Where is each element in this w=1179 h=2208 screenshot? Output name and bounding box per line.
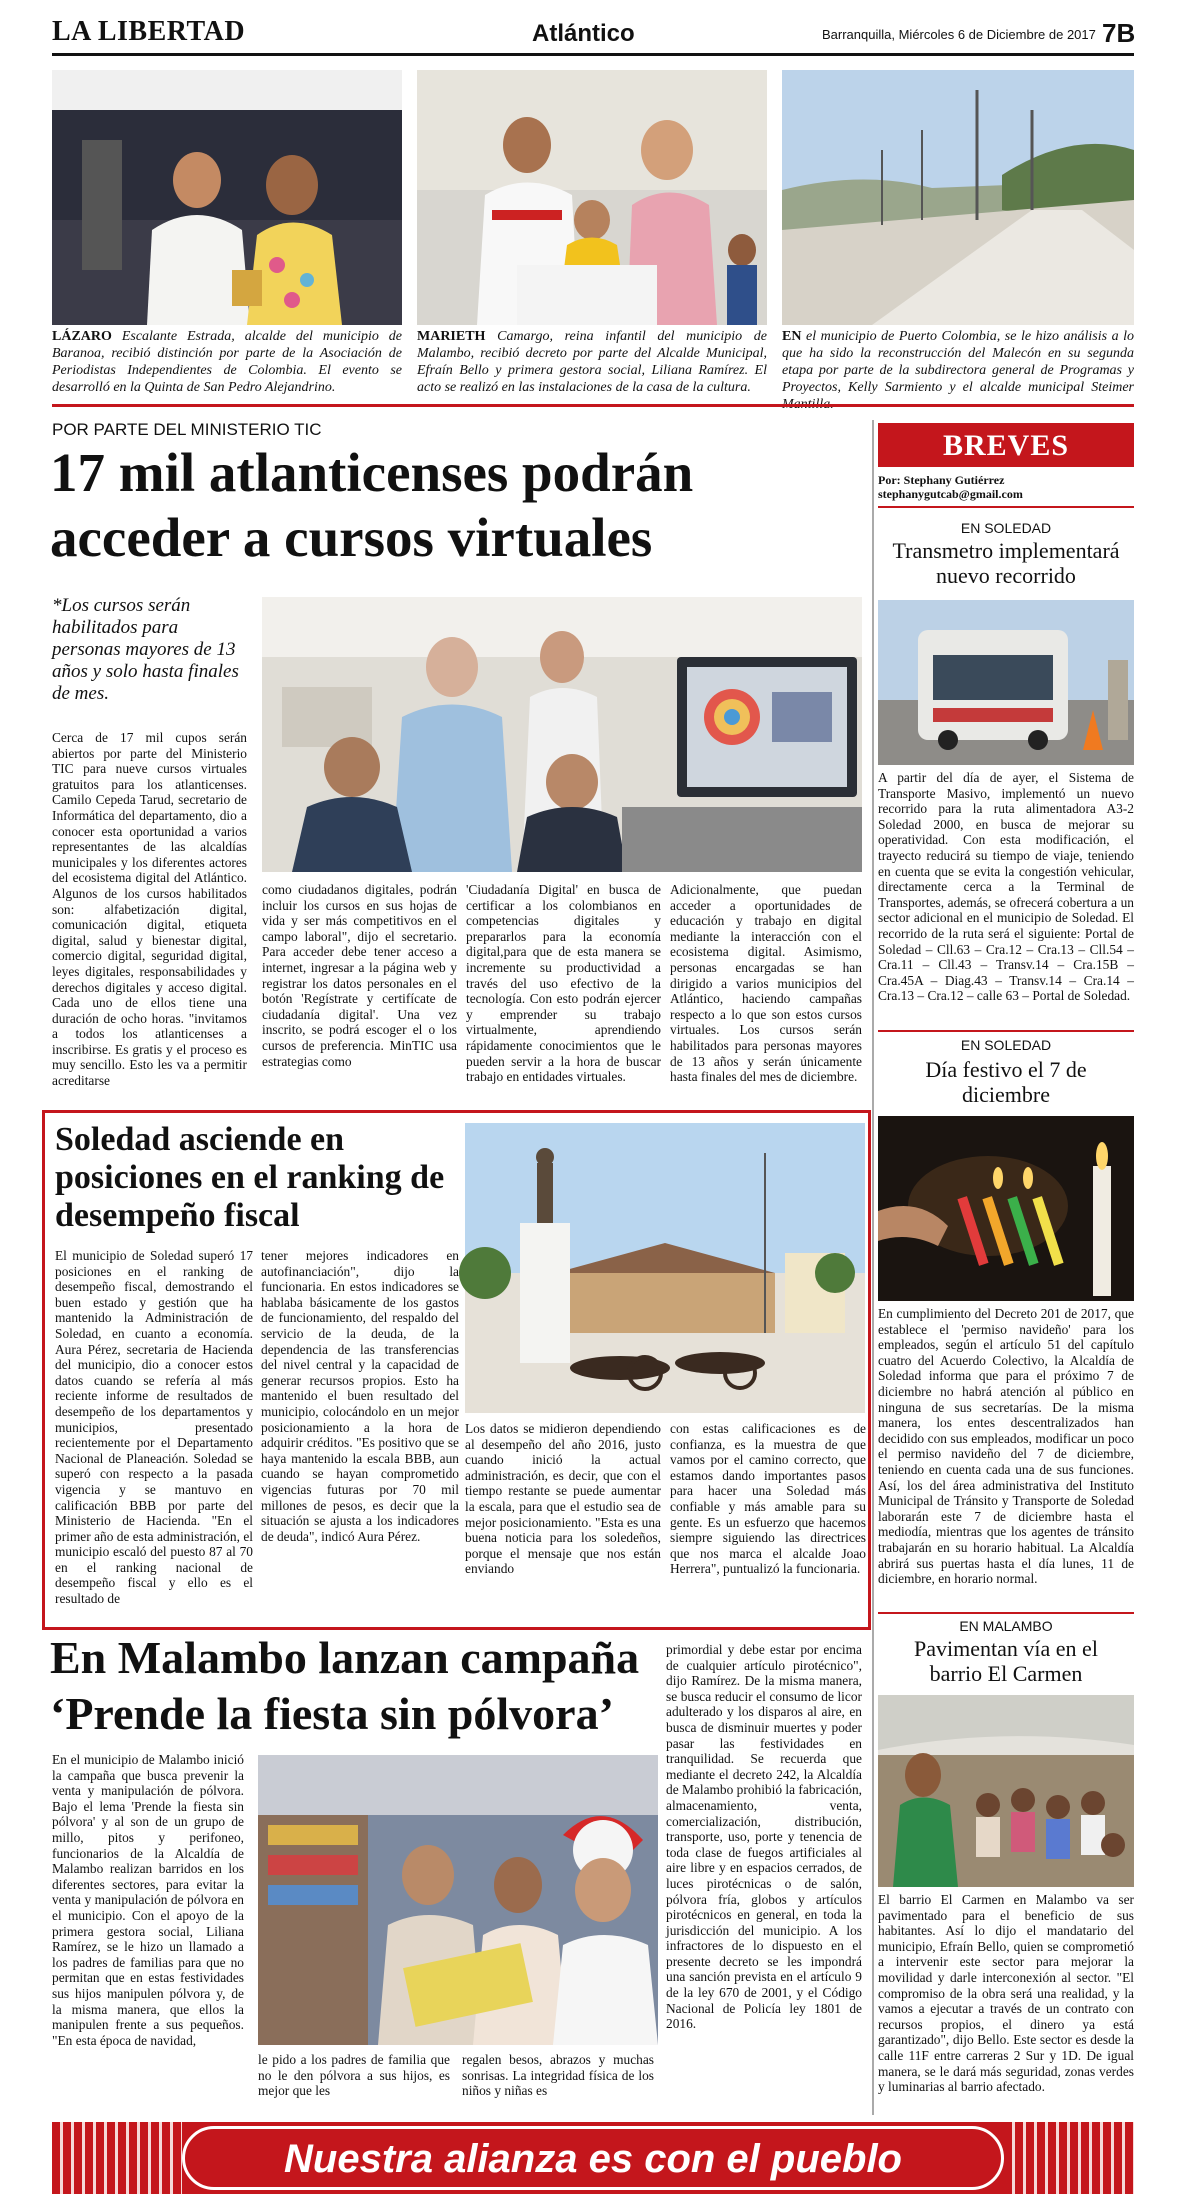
breve-3-text: El barrio El Carmen en Malambo va ser pavimentado para el beneficio de sus habitantes. Así lo dijo el mandatario del municipio, Efraín Bello, quien se comprometió a intervenir este sector para mejorar la movilidad y darle interconexión al sector. "El compromiso de la obra será una realidad, y la vamos a ejecutar a través de un contrato con recursos propios, el dinero ya está garantizado", dijo Bello. Este sector es desde la calle 11F entre carreras 2 Sur y 1D. De igual manera, se le dará más seguridad, zonas verdes y luminarias al barrio afectado.	[878, 1892, 1134, 2095]
caption-malecon	[782, 328, 1134, 396]
main-headline-line1: 17 mil atlanticenses podrán	[50, 442, 694, 503]
breves-title: BREVES	[942, 429, 1070, 462]
breve-2-photo	[878, 1116, 1134, 1301]
breve-3-photo	[878, 1695, 1134, 1887]
breve-3-kicker: EN MALAMBO	[959, 1618, 1053, 1634]
divider	[878, 1030, 1134, 1032]
photo-lazaro	[52, 70, 402, 325]
footer-stripes-right	[1004, 2122, 1134, 2194]
soledad-photo	[465, 1123, 865, 1413]
page-number: 7B	[1102, 18, 1136, 48]
breve-3-headline: Pavimentan vía en el barrio El Carmen	[914, 1636, 1098, 1686]
breves-email: stephanygutcab@gmail.com	[878, 487, 1023, 501]
section-name: Atlántico	[532, 20, 635, 47]
footer-slogan-pill	[182, 2126, 1004, 2190]
breve-1-kicker: EN SOLEDAD	[960, 520, 1052, 536]
malambo-col3: regalen besos, abrazos y muchas sonrisas. La integridad física de los niños y niñas es	[462, 2052, 654, 2099]
breve-1-headline: Transmetro implementará nuevo recorrido	[892, 538, 1120, 588]
breve-2-text: En cumplimiento del Decreto 201 de 2017, que establece el 'permiso navideño' para los empleados, según el artículo 51 del capítulo cuatro del Acuerdo Colectivo, la Alcaldía de Soledad informa que para el próximo 7 de diciembre no habrá atención al público en ninguna de sus secretarías. De la misma manera, los entes descentralizados han decidido con sus empleados, modificar un poco el permiso navideño del 7 de diciembre, teniendo en cuenta cada una de sus funciones. Así, los del área administrativa del Instituto Municipal de Tránsito y Transporte de Soledad laborarán este 7 de diciembre hasta el mediodía, mientras que los agentes de tránsito trabajarán en su horario habitual. La Alcaldía abrirá sus puertas hasta el día lunes, 11 de diciembre, en horario normal.	[878, 1306, 1134, 1587]
breves-header	[878, 423, 1134, 467]
breves-rule-left	[872, 420, 874, 2115]
footer-stripes-left	[52, 2122, 182, 2194]
caption-lazaro	[52, 328, 402, 396]
divider	[878, 1612, 1134, 1614]
caption-mariet	[417, 328, 767, 396]
breves-byline: Por: Stephany Gutiérrez	[878, 473, 1005, 487]
caption-lead: LÁZARO	[52, 329, 112, 344]
breve-1-photo	[878, 600, 1134, 765]
malambo-col4: primordial y debe estar por encima de cualquier artículo pirotécnico", dijo Ramírez. De la misma manera, se busca reducir el consumo de licor adulterado y los disparos al aire, en busca de disminuir muertes y poder pasar las festividades en tranquilidad. Se recuerda que mediante el decreto 242, la Alcaldía de Malambo prohibió la fabricación, almacenamiento, venta, comercialización, distribución, transporte, uso, porte y tenencia de toda clase de fuegos artificiales al aire libre y en espacios cerrados, de luces pirotécnicas o de salón, pólvora fría, globos y artículos pirotécnicos en general, en toda la jurisdicción del municipio. A los infractores de lo dispuesto en el presente decreto se les impondrá una sanción prevista en el artículo 9 de la ley 670 de 2001, y el Código Nacional de Policía ley 1801 de 2016.	[666, 1642, 862, 2032]
main-col2: como ciudadanos digitales, podrán incluir los cursos en sus hojas de vida y ser más competitivos en el campo laboral", dijo el secretario. Para acceder debe tener acceso a internet, ingresar a la página web y registrar los datos personales en el botón 'Regístrate y certifícate de ciudadanía digital'. Una vez inscrito, se podrá escoger el o los cursos de preferencia. MinTIC usa estrategias como	[262, 882, 457, 1069]
malambo-headline-line2: ‘Prende la fiesta sin pólvora’	[50, 1688, 614, 1739]
divider	[52, 404, 1134, 407]
soledad-headline: Soledad asciende en posiciones en el ranking de desempeño fiscal	[55, 1121, 445, 1234]
photo-malecon	[782, 70, 1134, 325]
main-col3: 'Ciudadanía Digital' en busca de certificar a los colombianos en competencias digitales y prepararlos para la economía digital,para que de esta manera se incremente su productividad a través del uso efectivo de la tecnología. Con esto podrán ejercer y emprender su trabajo virtualmente, aprendiendo rápidamente conocimientos que le pueden servir a la hora de buscar trabajo en entidades virtuales.	[466, 882, 661, 1085]
malambo-headline-line1: En Malambo lanzan campaña	[50, 1632, 640, 1683]
soledad-col4: con estas calificaciones es de confianza, es la muestra de que vamos por el camino correcto, que estamos dando importantes pasos para hacer una Soledad más confiable y más amable para su gente. Es un esfuerzo que hacemos siempre siguiendo las directrices que nos marca el alcalde Joao Herrera", puntualizó la funcionaria.	[670, 1421, 866, 1577]
caption-lead: MARIETH	[417, 329, 486, 344]
main-col4: Adicionalmente, que puedan acceder a oportunidades de educación y trabajo en digital mediante la interacción con el ecosistema digital. Asimismo, personas encargadas se han dirigido a varios municipios del Atlántico, haciendo campañas respecto a lo que son estos cursos virtuales. Los cursos serán habilitados para personas mayores de 13 años y serán únicamente hasta finales del mes de diciembre.	[670, 882, 862, 1085]
main-kicker: POR PARTE DEL MINISTERIO TIC	[52, 420, 322, 439]
malambo-col1: En el municipio de Malambo inició la campaña que busca prevenir la venta y manipulación de pólvora. Bajo el lema 'Prende la fiesta sin pólvora' y al son de un grupo de millo, pitos y perifoneo, funcionarios de la Alcaldía de Malambo realizan barridos en los diferentes sectores, para evitar la venta y manipulación de pólvora en el municipio. Con el apoyo de la primera gestora social, Liliana Ramírez, se le hizo un llamado a los padres de familias para que no permitan que en estas festividades sus hijos manipulen pólvora y, de la misma manera, que ellos la manipulen frente a sus pequeños. "En esta época de navidad,	[52, 1752, 244, 2048]
soledad-box	[42, 1110, 871, 1630]
main-deck: *Los cursos serán habilitados para personas mayores de 13 años y solo hasta finales de mes.	[52, 595, 239, 704]
soledad-col2: tener mejores indicadores en autofinanciación", dijo la funcionaria. En estos indicadores se hablaba básicamente de los gastos de funcionamiento, del respaldo del servicio de la deuda, de la dependencia de las transferencias del nivel central y la capacidad de generar recursos propios. Esto ha mantenido el buen resultado del municipio, colocándolo en un mejor posicionamiento a la hora de adquirir créditos. "Es positivo que se haya mantenido la escala BBB, aun cuando se hayan comprometido vigencias futuras por 70 mil millones de pesos, es decir que la situación se ajusta a los indicadores de deuda", indicó Aura Pérez.	[261, 1248, 459, 1544]
soledad-col3: Los datos se midieron dependiendo al desempeño del año 2016, justo cuando inició la actual administración, es decir, que con el tiempo restante se puede aumentar la escala, para que el estudio sea de mejor posicionamiento. "Esta es una buena noticia para los soledeños, porque el mensaje que nos están enviando	[465, 1421, 661, 1577]
breve-2-kicker: EN SOLEDAD	[960, 1037, 1052, 1053]
photo-mariet	[417, 70, 767, 325]
issue-date: Barranquilla, Miércoles 6 de Diciembre de 2017	[822, 27, 1096, 42]
caption-text: Escalante Estrada, alcalde del municipio de Baranoa, recibió distinción por parte de la Asociación de Periodistas Independientes de Colombia. El evento se desarrolló en la Quinta de San Pedro Alejandrino.	[52, 329, 402, 395]
divider	[878, 506, 1134, 508]
malambo-col2: le pido a los padres de familia que no le den pólvora a sus hijos, es mejor que les	[258, 2052, 450, 2099]
paper-name: LA LIBERTAD	[52, 16, 246, 47]
footer-banner	[52, 2122, 1134, 2194]
main-col1: Cerca de 17 mil cupos serán abiertos por parte del Ministerio TIC para nueve cursos virtuales gratuitos para los atlanticenses. Camilo Cepeda Tarud, secretario de Informática del departamento, dio a conocer esta oportunidad a varios representantes de las alcaldías municipales y los diferentes actores del ecosistema digital del Atlántico. Algunos de los cursos habilitados son: alfabetización digital, comunicación digital, etiqueta digital, salud y bienestar digital, comercio digital, seguridad digital, leyes digitales, responsabilidades y derechos digitales y acceso digital. Cada uno de ellos tiene una duración de ocho horas. "invitamos a todos los atlanticenses a inscribirse. Es gratis y el proceso es muy sencillo. Esto les va a permitir acreditarse	[52, 730, 247, 1089]
caption-text: el municipio de Puerto Colombia, se le hizo análisis a lo que ha sido la reconstrucción del Malecón en su segunda etapa por parte de la subdirectora general de Programas y Proyectos, Kelly Sarmiento y el alcalde municipal Steimer	[782, 329, 1134, 395]
breve-2-headline: Día festivo el 7 de diciembre	[925, 1057, 1087, 1107]
caption-lead: EN	[782, 329, 802, 344]
breve-1-text: A partir del día de ayer, el Sistema de Transporte Masivo, implementó un nuevo recorrido para la ruta alimentadora A3-2 Soledad 2000, en busca de mejorar su operatividad. Con esta modificación, el trayecto reducirá su tiempo de viaje, teniendo en cuenta que se evita la congestión vehicular, directamente cerca a la Terminal de Transportes, además, se ofrecerá cobertura a un sector adicional en el municipio de Soledad. El recorrido de la ruta será el siguiente: Portal de Soledad – Cll.63 – Cra.12 – Cra.13 – Cll.54 – Cra.11 – Cll.43 – Transv.14 – Cra.15B – Cra.45A – Diag.43 – Transv.14 – Cra.14 – Cra.13 – Cra.12 – calle 63 – Portal de Soledad.	[878, 770, 1134, 1004]
caption-text: Camargo, reina infantil del municipio de Malambo, recibió decreto por parte del Alcalde Municipal, Efraín Bello y primera gestora social, Liliana Ramírez. El acto se realizó en las instalaciones de la casa de la cultura.	[417, 329, 768, 395]
soledad-col1: El municipio de Soledad superó 17 posiciones en el ranking de desempeño fiscal, demostrando el buen estado y gestión que ha mantenido la Administración de Soledad, en cuanto a economía. Aura Pérez, secretaria de Hacienda del municipio, dio a conocer estos datos cuando se refería al más reciente informe de resultados de desempeño de los departamentos y municipios, presentado recientemente por el Departamento Nacional de Planeación. Soledad se superó con respecto a la pasada vigencia y se mantuvo en calificación BBB por parte del Ministerio de Hacienda. "En el primer año de esta administración, el municipio escaló del puesto 87 al 70 en el ranking nacional de desempeño fiscal y ello es el resultado de	[55, 1248, 253, 1607]
malambo-photo	[258, 1755, 658, 2045]
footer-slogan: Nuestra alianza es con el pueblo	[284, 2137, 902, 2181]
main-headline-line2: acceder a cursos virtuales	[50, 507, 653, 568]
main-photo	[262, 597, 862, 872]
masthead	[52, 14, 1134, 56]
